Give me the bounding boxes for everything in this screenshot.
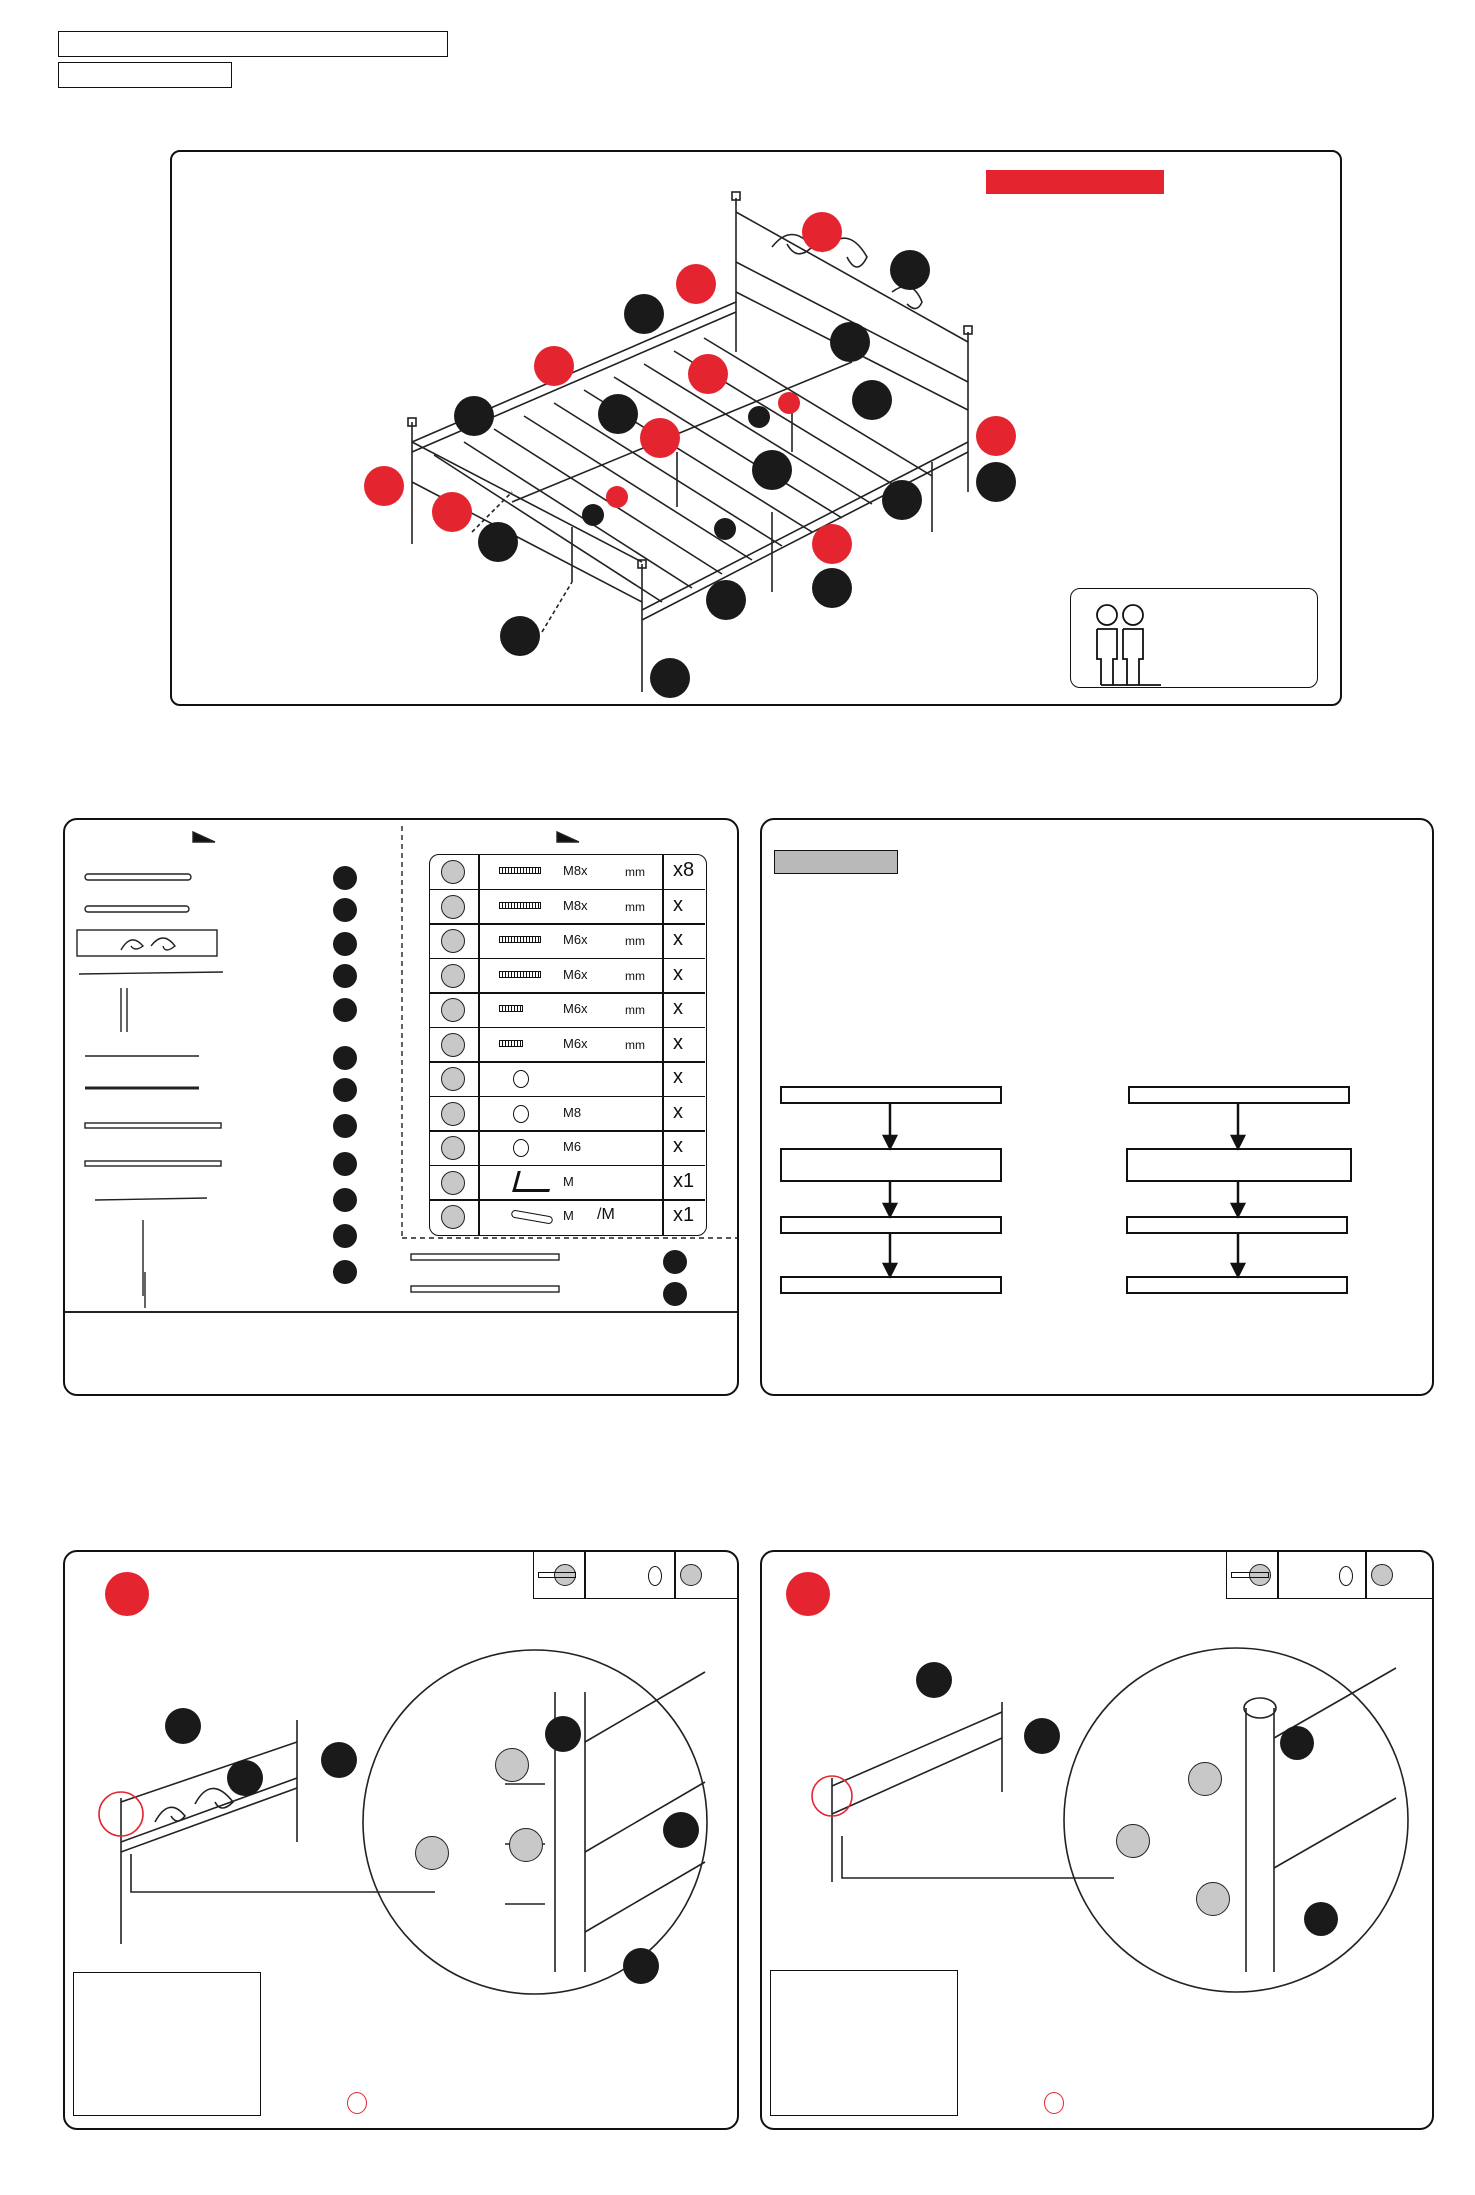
callout-dot [623, 1948, 659, 1984]
hardware-row-divider [429, 1130, 705, 1132]
step-2-thumbnail [770, 1970, 958, 2116]
part-number-dot [663, 1250, 687, 1274]
hardware-row-divider [429, 1165, 705, 1167]
hardware-unit: mm [625, 934, 645, 948]
callout-dot [545, 1716, 581, 1752]
part-number-dot [333, 1224, 357, 1248]
hardware-spec: M6x [563, 1035, 588, 1051]
hardware-spec: M [563, 1173, 574, 1189]
allen-key-icon [512, 1171, 555, 1192]
hardware-quantity: x8 [673, 859, 695, 881]
callout-dot [598, 394, 638, 434]
callout-dot [534, 346, 574, 386]
part-number-dot [333, 964, 357, 988]
hardware-letter-dot [441, 929, 465, 953]
hardware-letter-dot [441, 964, 465, 988]
hardware-quantity: x [673, 1135, 683, 1157]
hardware-row-divider [429, 1027, 705, 1029]
callout-dot [748, 406, 770, 428]
callout-dot [882, 480, 922, 520]
callout-dot [432, 492, 472, 532]
washer-icon [513, 1070, 529, 1088]
overview-panel [170, 150, 1342, 706]
hardware-letter-dot [441, 860, 465, 884]
step-1-thumbnail [73, 1972, 261, 2116]
callout-dot [916, 1662, 952, 1698]
hardware-spec: M8x [563, 863, 588, 878]
callout-dot [582, 504, 604, 526]
hardware-letter-dot [441, 1136, 465, 1160]
part-number-dot [333, 1260, 357, 1284]
step-2-page-marker [1044, 2092, 1064, 2114]
callout-dot [1196, 1882, 1230, 1916]
hardware-quantity: x1 [673, 1169, 695, 1192]
hardware-quantity: x [673, 962, 683, 985]
hardware-unit: mm [625, 865, 645, 879]
callout-dot [802, 212, 842, 252]
callout-dot [650, 658, 690, 698]
callout-dot [663, 1812, 699, 1848]
hardware-letter-dot [441, 1067, 465, 1091]
flow-arrows [762, 820, 1432, 1394]
callout-dot [1280, 1726, 1314, 1760]
hardware-letter-dot [441, 1033, 465, 1057]
callout-dot [852, 380, 892, 420]
hardware-quantity: x [673, 928, 683, 950]
callout-dot [454, 396, 494, 436]
part-number-dot [663, 1282, 687, 1306]
part-number-dot [333, 998, 357, 1022]
callout-dot [640, 418, 680, 458]
long-bolt-icon [499, 867, 541, 874]
hardware-letter-dot [441, 998, 465, 1022]
hardware-unit: mm [625, 968, 645, 983]
bolt-icon [499, 971, 541, 978]
parts-list-panel [63, 818, 739, 1396]
hardware-letter-dot [441, 895, 465, 919]
two-person-assembly-box [1070, 588, 1318, 688]
hardware-row-divider [429, 1096, 705, 1098]
hardware-unit: /M [597, 1206, 615, 1223]
short-bolt-icon [499, 1040, 523, 1047]
two-person-icon [1071, 589, 1171, 687]
notes-panel [760, 818, 1434, 1396]
callout-dot [321, 1742, 357, 1778]
callout-dot [890, 250, 930, 290]
hardware-spec: M6 [563, 1139, 582, 1154]
hardware-row-divider [429, 1061, 705, 1063]
hardware-spec: M6x [563, 932, 588, 947]
callout-dot [830, 322, 870, 362]
part-number-dot [333, 1188, 357, 1212]
header-subtitle-box [58, 62, 232, 88]
part-number-dot [333, 898, 357, 922]
callout-dot [624, 294, 664, 334]
hardware-row-divider [429, 992, 705, 994]
hardware-unit: mm [625, 899, 645, 914]
callout-dot [478, 522, 518, 562]
bolt-icon [499, 936, 541, 943]
callout-dot [415, 1836, 449, 1870]
spring-washer-icon [513, 1139, 529, 1157]
callout-dot [500, 616, 540, 656]
part-number-dot [333, 866, 357, 890]
callout-dot [976, 462, 1016, 502]
callout-dot [812, 568, 852, 608]
hardware-spec: M6x [563, 966, 588, 982]
callout-dot [752, 450, 792, 490]
callout-dot [706, 580, 746, 620]
header-title-box [58, 31, 448, 57]
callout-dot [1024, 1718, 1060, 1754]
spring-washer-icon [513, 1105, 529, 1123]
callout-dot [812, 524, 852, 564]
callout-dot [1304, 1902, 1338, 1936]
hardware-quantity: x [673, 997, 683, 1019]
hardware-quantity: x [673, 1066, 683, 1088]
callout-dot [495, 1748, 529, 1782]
step-1-panel [63, 1550, 739, 2130]
callout-dot [688, 354, 728, 394]
short-bolt-icon [499, 1005, 523, 1012]
callout-dot [227, 1760, 263, 1796]
hardware-spec: M6x [563, 1001, 588, 1016]
part-number-dot [333, 932, 357, 956]
callout-dot [165, 1708, 201, 1744]
hardware-spec: M8 [563, 1104, 582, 1120]
callout-dot [976, 416, 1016, 456]
hardware-unit: mm [625, 1003, 645, 1017]
part-number-dot [333, 1152, 357, 1176]
callout-dot [1188, 1762, 1222, 1796]
callout-dot [676, 264, 716, 304]
hardware-letter-dot [441, 1205, 465, 1229]
hardware-row-divider [429, 958, 705, 960]
part-number-dot [333, 1114, 357, 1138]
callout-dot [364, 466, 404, 506]
hardware-quantity: x [673, 893, 683, 916]
hardware-spec: M [563, 1208, 574, 1223]
hardware-spec: M8x [563, 897, 588, 913]
hardware-quantity: x [673, 1100, 683, 1123]
part-number-dot [333, 1078, 357, 1102]
step-2-panel [760, 1550, 1434, 2130]
hardware-quantity: x [673, 1031, 683, 1054]
callout-dot [509, 1828, 543, 1862]
callout-dot [778, 392, 800, 414]
hardware-quantity: x1 [673, 1204, 695, 1226]
step-1-page-marker [347, 2092, 367, 2114]
callout-dot [606, 486, 628, 508]
part-number-dot [333, 1046, 357, 1070]
callout-dot [714, 518, 736, 540]
hardware-letter-dot [441, 1171, 465, 1195]
bolt-icon [499, 902, 541, 909]
hardware-unit: mm [625, 1037, 645, 1052]
hardware-row-divider [429, 889, 705, 891]
callout-dot [1116, 1824, 1150, 1858]
hardware-letter-dot [441, 1102, 465, 1126]
hardware-row-divider [429, 1199, 705, 1201]
hardware-row-divider [429, 923, 705, 925]
